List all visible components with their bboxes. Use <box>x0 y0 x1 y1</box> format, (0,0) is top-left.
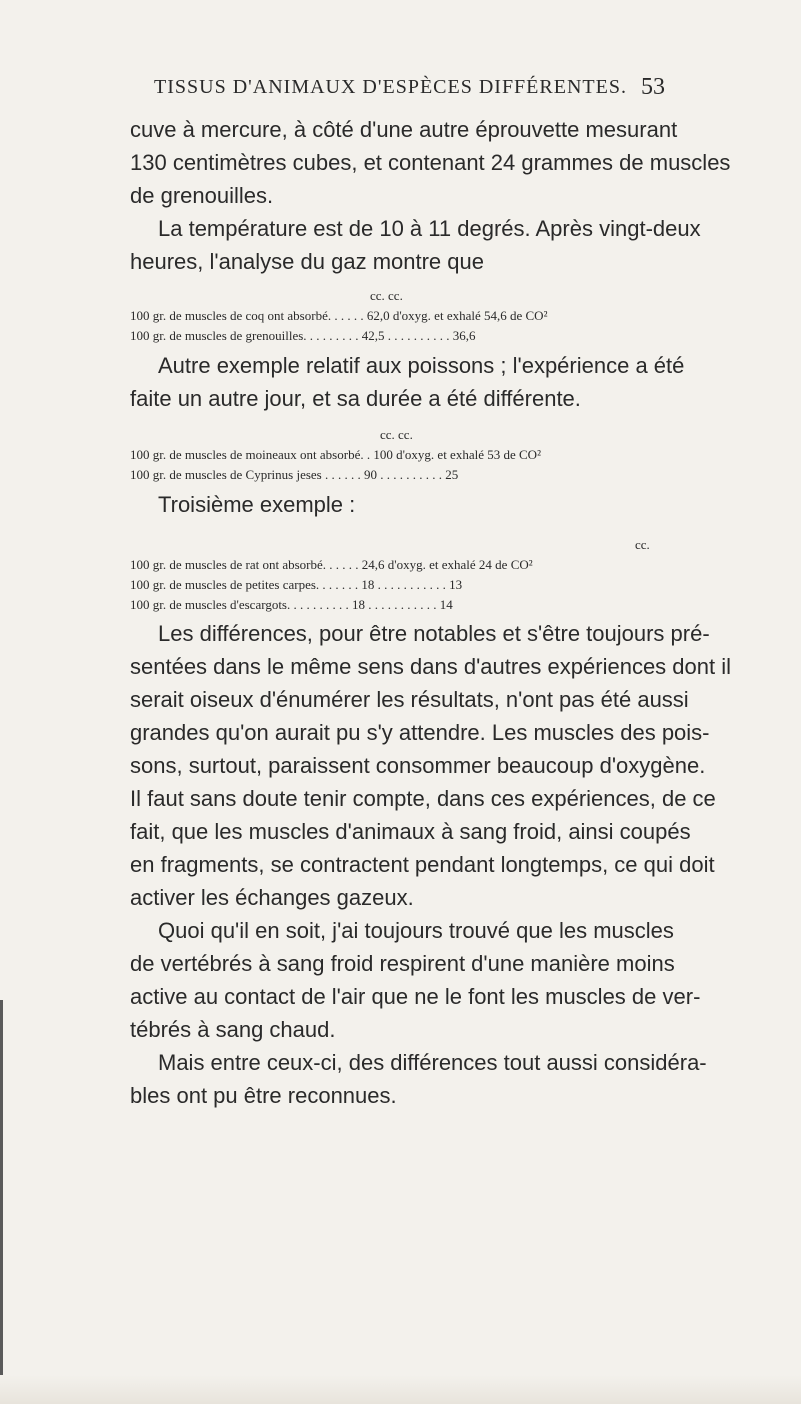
table-row: 100 gr. de muscles de Cyprinus jeses . . . . . . 90 . . . . . . . . . . 25 <box>130 467 459 482</box>
text-line: Troisième exemple : <box>158 492 356 517</box>
text-line: en fragments, se contractent pendant longtemps, ce qui doit <box>130 852 715 877</box>
table-row: 100 gr. de muscles de coq ont absorbé. . . . . . 62,0 d'oxyg. et exhalé 54,6 de CO² <box>130 308 548 323</box>
results-table-3 <box>130 535 736 615</box>
paragraph-7 <box>130 1046 736 1112</box>
text-line: cuve à mercure, à côté d'une autre éprouvette mesurant <box>130 117 678 142</box>
text-line: tébrés à sang chaud. <box>130 1017 336 1042</box>
text-line: Quoi qu'il en soit, j'ai toujours trouvé que les muscles <box>158 918 674 943</box>
paragraph-2 <box>130 212 736 278</box>
text-line: activer les échanges gazeux. <box>130 885 414 910</box>
text-line: 130 centimètres cubes, et contenant 24 grammes de muscles <box>130 150 731 175</box>
running-title: TISSUS D'ANIMAUX D'ESPÈCES DIFFÉRENTES. <box>154 76 627 98</box>
units-header: cc. cc. <box>380 427 413 442</box>
table-row: 100 gr. de muscles de grenouilles. . . . . . . . . 42,5 . . . . . . . . . . 36,6 <box>130 328 476 343</box>
page-number: 53 <box>641 74 665 100</box>
text-line: active au contact de l'air que ne le font les muscles de ver- <box>130 984 701 1009</box>
table-row: 100 gr. de muscles de moineaux ont absorbé. . 100 d'oxyg. et exhalé 53 de CO² <box>130 447 541 462</box>
text-line: faite un autre jour, et sa durée a été différente. <box>130 386 581 411</box>
page-edge-shadow <box>0 1000 3 1404</box>
paragraph-6 <box>130 914 736 1046</box>
table-row: 100 gr. de muscles de rat ont absorbé. . . . . . 24,6 d'oxyg. et exhalé 24 de CO² <box>130 557 533 572</box>
bottom-shadow <box>0 1375 801 1404</box>
text-line: de vertébrés à sang froid respirent d'une manière moins <box>130 951 675 976</box>
text-line: bles ont pu être reconnues. <box>130 1083 397 1108</box>
units-header: cc. cc. <box>370 288 403 303</box>
units-header: cc. <box>635 537 650 552</box>
text-line: La température est de 10 à 11 degrés. Après vingt-deux <box>158 216 701 241</box>
results-table-1 <box>130 286 736 346</box>
text-line: Mais entre ceux-ci, des différences tout aussi considéra- <box>158 1050 707 1075</box>
text-line: fait, que les muscles d'animaux à sang froid, ainsi coupés <box>130 819 691 844</box>
text-line: grandes qu'on aurait pu s'y attendre. Les muscles des pois- <box>130 720 710 745</box>
text-line: sons, surtout, paraissent consommer beaucoup d'oxygène. <box>130 753 706 778</box>
table-row: 100 gr. de muscles de petites carpes. . . . . . . 18 . . . . . . . . . . . 13 <box>130 577 463 592</box>
text-line: heures, l'analyse du gaz montre que <box>130 249 484 274</box>
paragraph-4 <box>130 488 736 521</box>
table-row: 100 gr. de muscles d'escargots. . . . . . . . . . 18 . . . . . . . . . . . 14 <box>130 597 453 612</box>
results-table-2 <box>130 425 736 485</box>
text-line: Autre exemple relatif aux poissons ; l'expérience a été <box>158 353 685 378</box>
text-line: de grenouilles. <box>130 183 274 208</box>
text-line: sentées dans le même sens dans d'autres expériences dont il <box>130 654 731 679</box>
running-header <box>130 74 665 106</box>
text-line: Il faut sans doute tenir compte, dans ces expériences, de ce <box>130 786 716 811</box>
paragraph-5 <box>130 617 736 914</box>
paragraph-1 <box>130 113 736 212</box>
text-line: Les différences, pour être notables et s'être toujours pré- <box>158 621 710 646</box>
paragraph-3 <box>130 349 736 415</box>
text-line: serait oiseux d'énumérer les résultats, n'ont pas été aussi <box>130 687 689 712</box>
